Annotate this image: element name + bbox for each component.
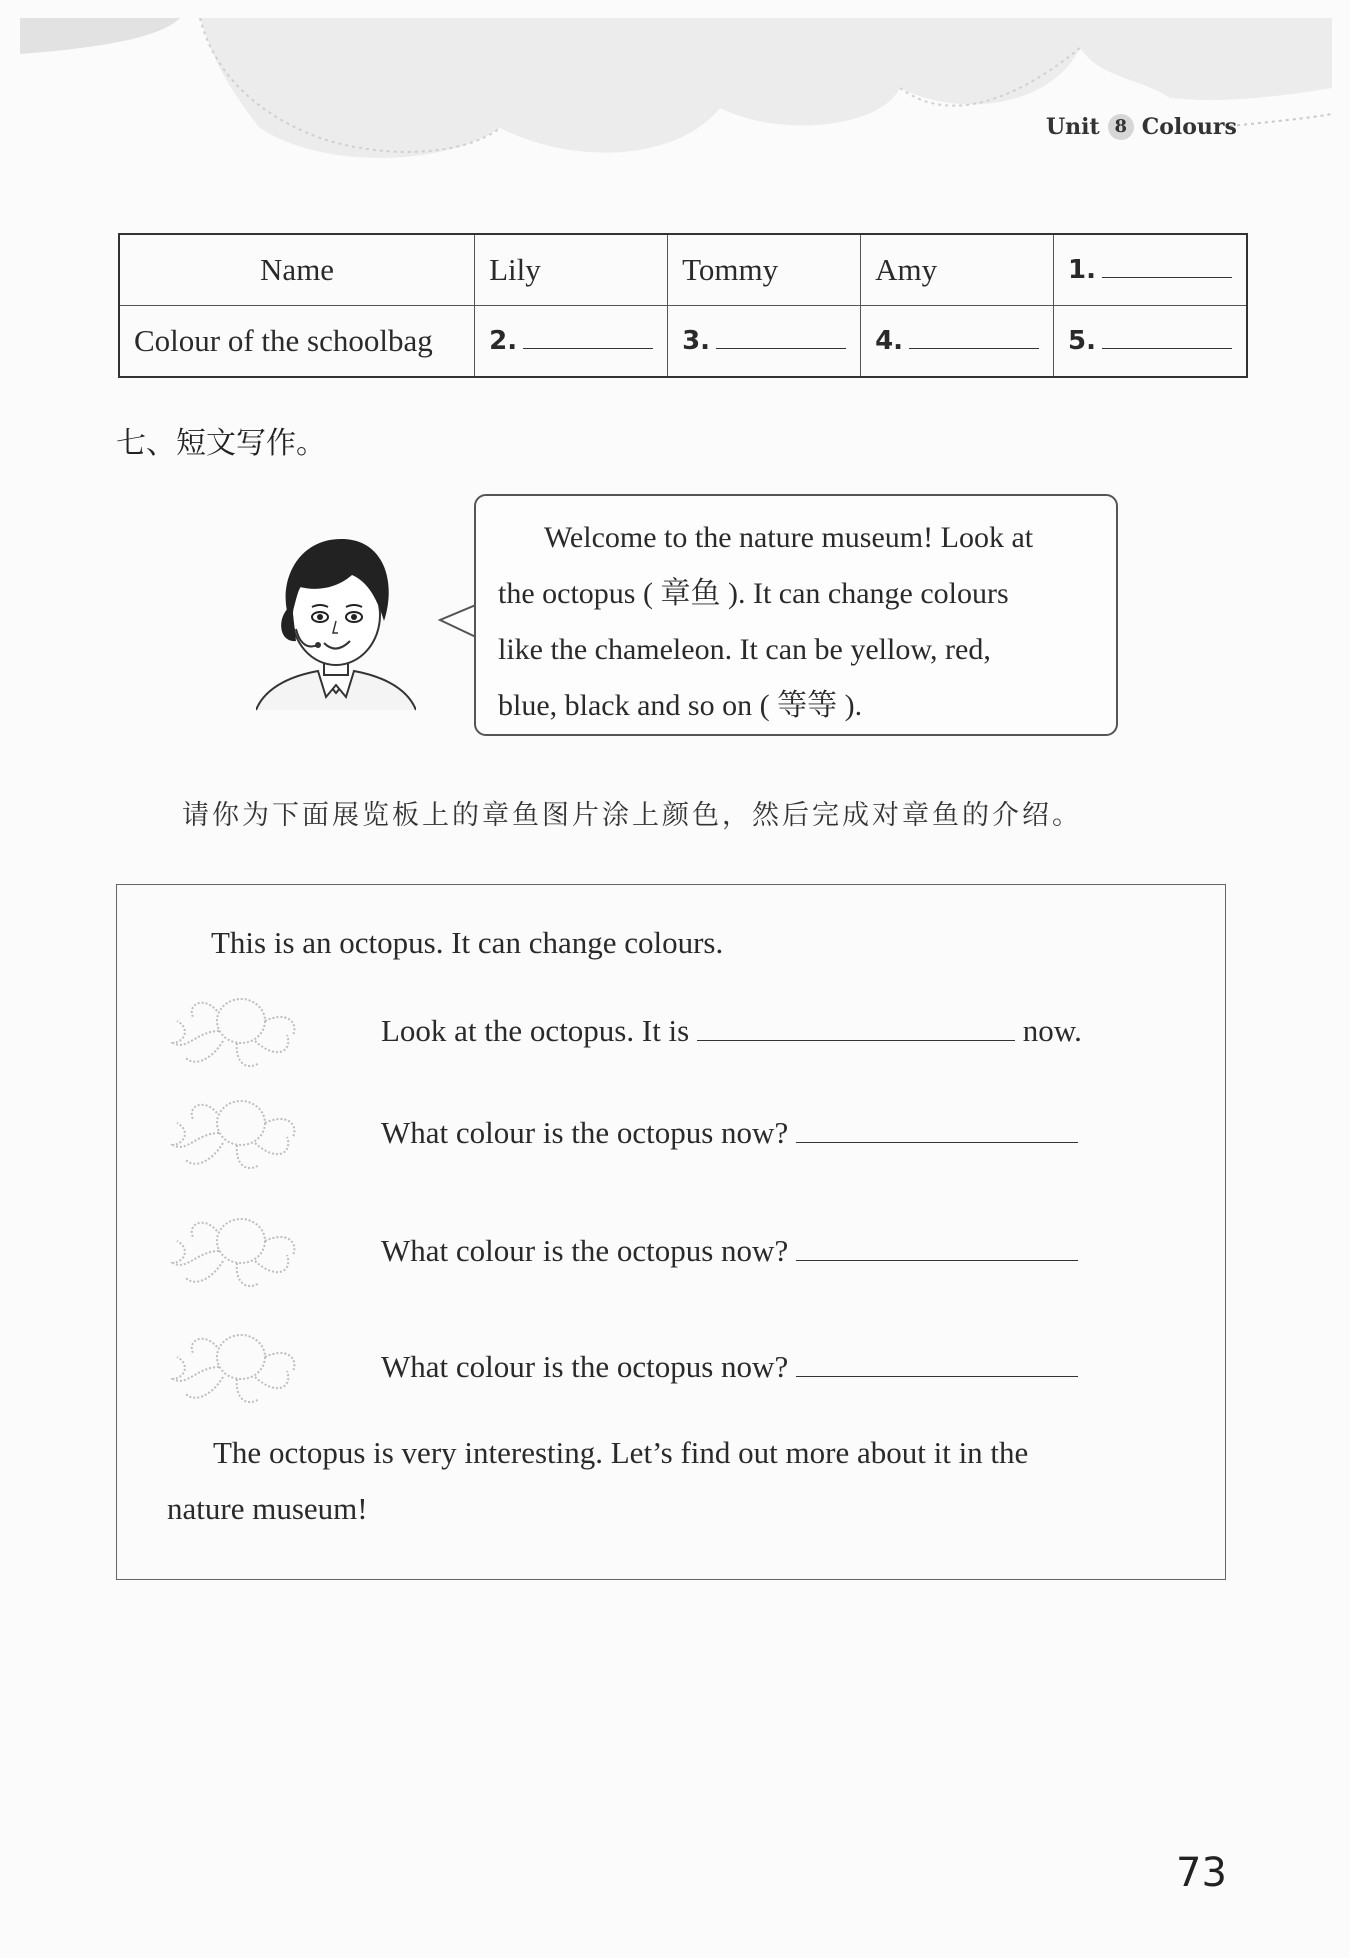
octopus-row-1 xyxy=(167,991,1167,1071)
octopus-row-2 xyxy=(167,1093,1167,1173)
unit-label: Unit xyxy=(1046,114,1100,140)
answer-blank-1[interactable] xyxy=(697,1014,1015,1041)
bubble-line: Welcome to the nature museum! Look at xyxy=(544,521,1034,554)
instruction-text: 请你为下面展览板上的章鱼图片涂上颜色，然后完成对章鱼的介绍。 xyxy=(182,800,1082,831)
speech-bubble xyxy=(474,494,1118,736)
octopus-question-4: What colour is the octopus now? xyxy=(381,1349,1078,1385)
octopus-question-2: What colour is the octopus now? xyxy=(381,1115,1078,1151)
octopus-outline-icon xyxy=(167,1211,305,1291)
schoolbag-colour-table xyxy=(118,233,1248,378)
octopus-outline-icon xyxy=(167,991,305,1071)
octopus-outline-icon xyxy=(167,1327,305,1407)
octopus-row-3 xyxy=(167,1211,1167,1291)
table-blank-4[interactable]: 4. xyxy=(861,306,1054,378)
table-row xyxy=(119,306,1247,378)
header-cloud-decoration xyxy=(20,18,1332,168)
answer-blank-3[interactable] xyxy=(796,1234,1078,1261)
writing-exhibit-board xyxy=(116,884,1226,1580)
octopus-question-3: What colour is the octopus now? xyxy=(381,1233,1078,1269)
octopus-sentence-1: Look at the octopus. It is now. xyxy=(381,1013,1082,1048)
table-blank-5[interactable]: 5. xyxy=(1054,306,1247,378)
table-header-colour: Colour of the schoolbag xyxy=(119,306,475,378)
closing-line-1: The octopus is very interesting. Let’s find out more about it in the xyxy=(213,1435,1029,1470)
unit-header xyxy=(1046,114,1237,140)
answer-blank-4[interactable] xyxy=(796,1350,1078,1377)
table-blank-3[interactable]: 3. xyxy=(668,306,861,378)
bubble-line: blue, black and so on ( 等等 ). xyxy=(498,689,863,722)
octopus-row-4 xyxy=(167,1327,1167,1407)
intro-sentence: This is an octopus. It can change colours. xyxy=(211,925,724,960)
table-cell-tommy: Tommy xyxy=(668,234,861,306)
bubble-line: the octopus ( 章鱼 ). It can change colours xyxy=(498,577,1009,610)
unit-title: Colours xyxy=(1141,114,1237,140)
table-row xyxy=(119,234,1247,306)
table-cell-amy: Amy xyxy=(861,234,1054,306)
girl-guide-icon xyxy=(256,525,416,715)
closing-line-2: nature museum! xyxy=(167,1491,368,1526)
table-blank-2[interactable]: 2. xyxy=(475,306,668,378)
answer-blank-2[interactable] xyxy=(796,1116,1078,1143)
page-number: 73 xyxy=(1176,1850,1227,1896)
octopus-outline-icon xyxy=(167,1093,305,1173)
table-blank-1[interactable]: 1. xyxy=(1054,234,1247,306)
section-title: 七、短文写作。 xyxy=(116,426,326,461)
speech-bubble-tail xyxy=(438,600,478,642)
table-cell-lily: Lily xyxy=(475,234,668,306)
unit-number-badge: 8 xyxy=(1108,114,1134,140)
closing-paragraph xyxy=(167,1425,1167,1537)
bubble-line: like the chameleon. It can be yellow, red, xyxy=(498,633,991,666)
table-header-name: Name xyxy=(119,234,475,306)
